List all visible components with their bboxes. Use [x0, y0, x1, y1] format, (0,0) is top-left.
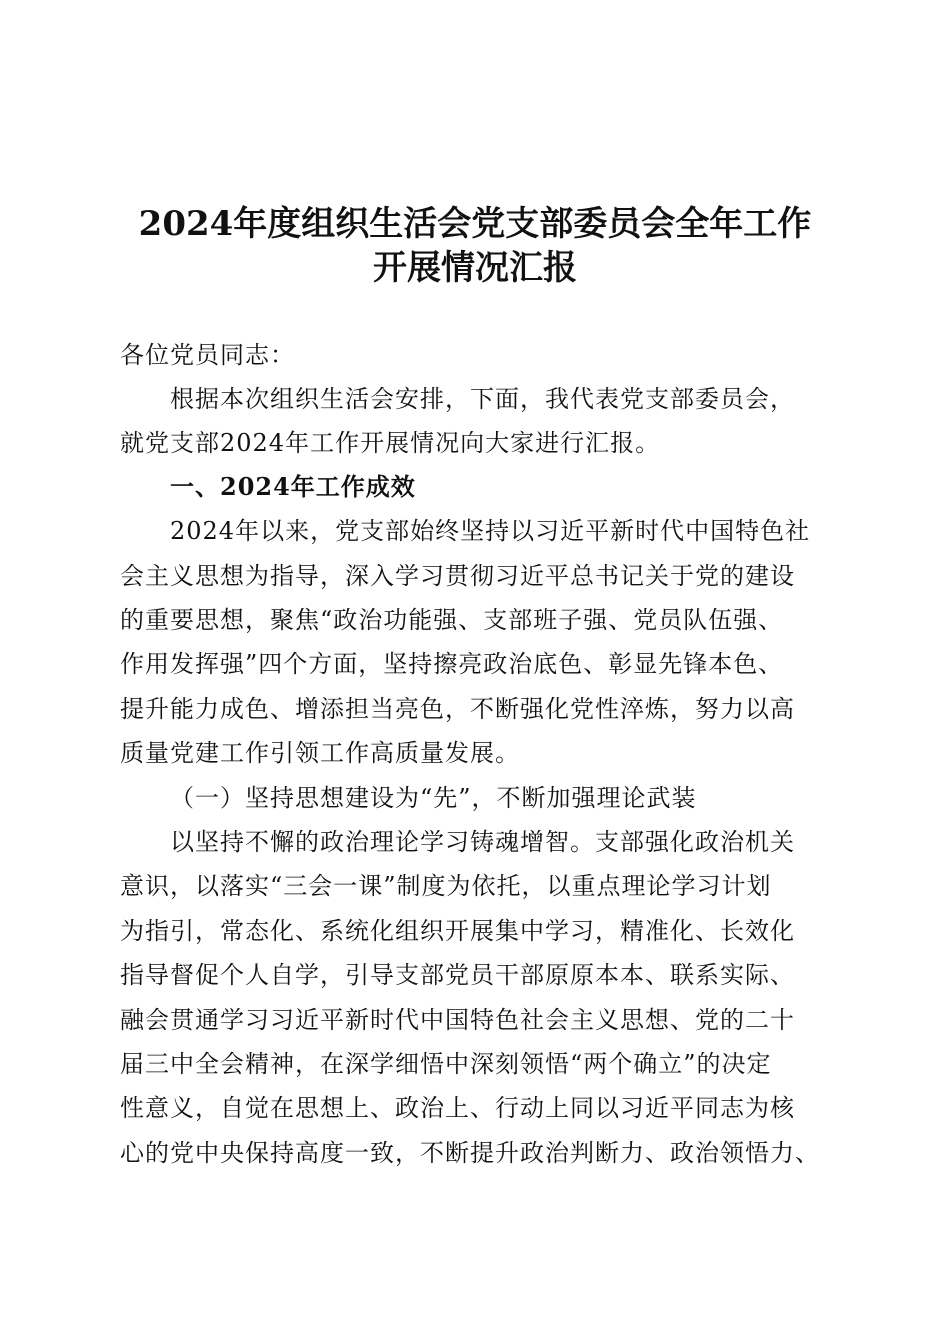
- paragraph-line: 融会贯通学习习近平新时代中国特色社会主义思想、党的二十: [120, 1006, 795, 1034]
- paragraph-line: 根据本次组织生活会安排，下面，我代表党支部委员会，: [170, 385, 795, 413]
- paragraph-line: 会主义思想为指导，深入学习贯彻习近平总书记关于党的建设: [120, 562, 795, 590]
- paragraph-line: 为指引，常态化、系统化组织开展集中学习，精准化、长效化: [120, 917, 795, 945]
- document-title-line-2: 开展情况汇报: [373, 248, 577, 288]
- paragraph-line: 意识，以落实“三会一课”制度为依托，以重点理论学习计划: [120, 872, 772, 900]
- document-title-line-1: 2024年度组织生活会党支部委员会全年工作: [138, 204, 812, 244]
- section-heading: 一、2024年工作成效: [170, 472, 416, 501]
- paragraph-line: 心的党中央保持高度一致，不断提升政治判断力、政治领悟力、: [120, 1139, 820, 1167]
- paragraph-line: 以坚持不懈的政治理论学习铸魂增智。支部强化政治机关: [170, 828, 795, 856]
- paragraph-line: 届三中全会精神，在深学细悟中深刻领悟“两个确立”的决定: [120, 1050, 772, 1078]
- salutation: 各位党员同志：: [120, 341, 295, 369]
- subsection-heading: （一）坚持思想建设为“先”，不断加强理论武装: [170, 784, 697, 812]
- paragraph-line: 指导督促个人自学，引导支部党员干部原原本本、联系实际、: [120, 961, 795, 989]
- paragraph-line: 提升能力成色、增添担当亮色，不断强化党性淬炼，努力以高: [120, 695, 795, 723]
- paragraph-line: 性意义，自觉在思想上、政治上、行动上同以习近平同志为核: [120, 1094, 795, 1122]
- paragraph-line: 的重要思想，聚焦“政治功能强、支部班子强、党员队伍强、: [120, 606, 784, 634]
- paragraph-line: 2024年以来，党支部始终坚持以习近平新时代中国特色社: [170, 517, 811, 545]
- paragraph-line: 作用发挥强”四个方面，坚持擦亮政治底色、彰显先锋本色、: [120, 650, 784, 678]
- paragraph-line: 就党支部2024年工作开展情况向大家进行汇报。: [120, 429, 661, 457]
- paragraph-line: 质量党建工作引领工作高质量发展。: [120, 739, 520, 767]
